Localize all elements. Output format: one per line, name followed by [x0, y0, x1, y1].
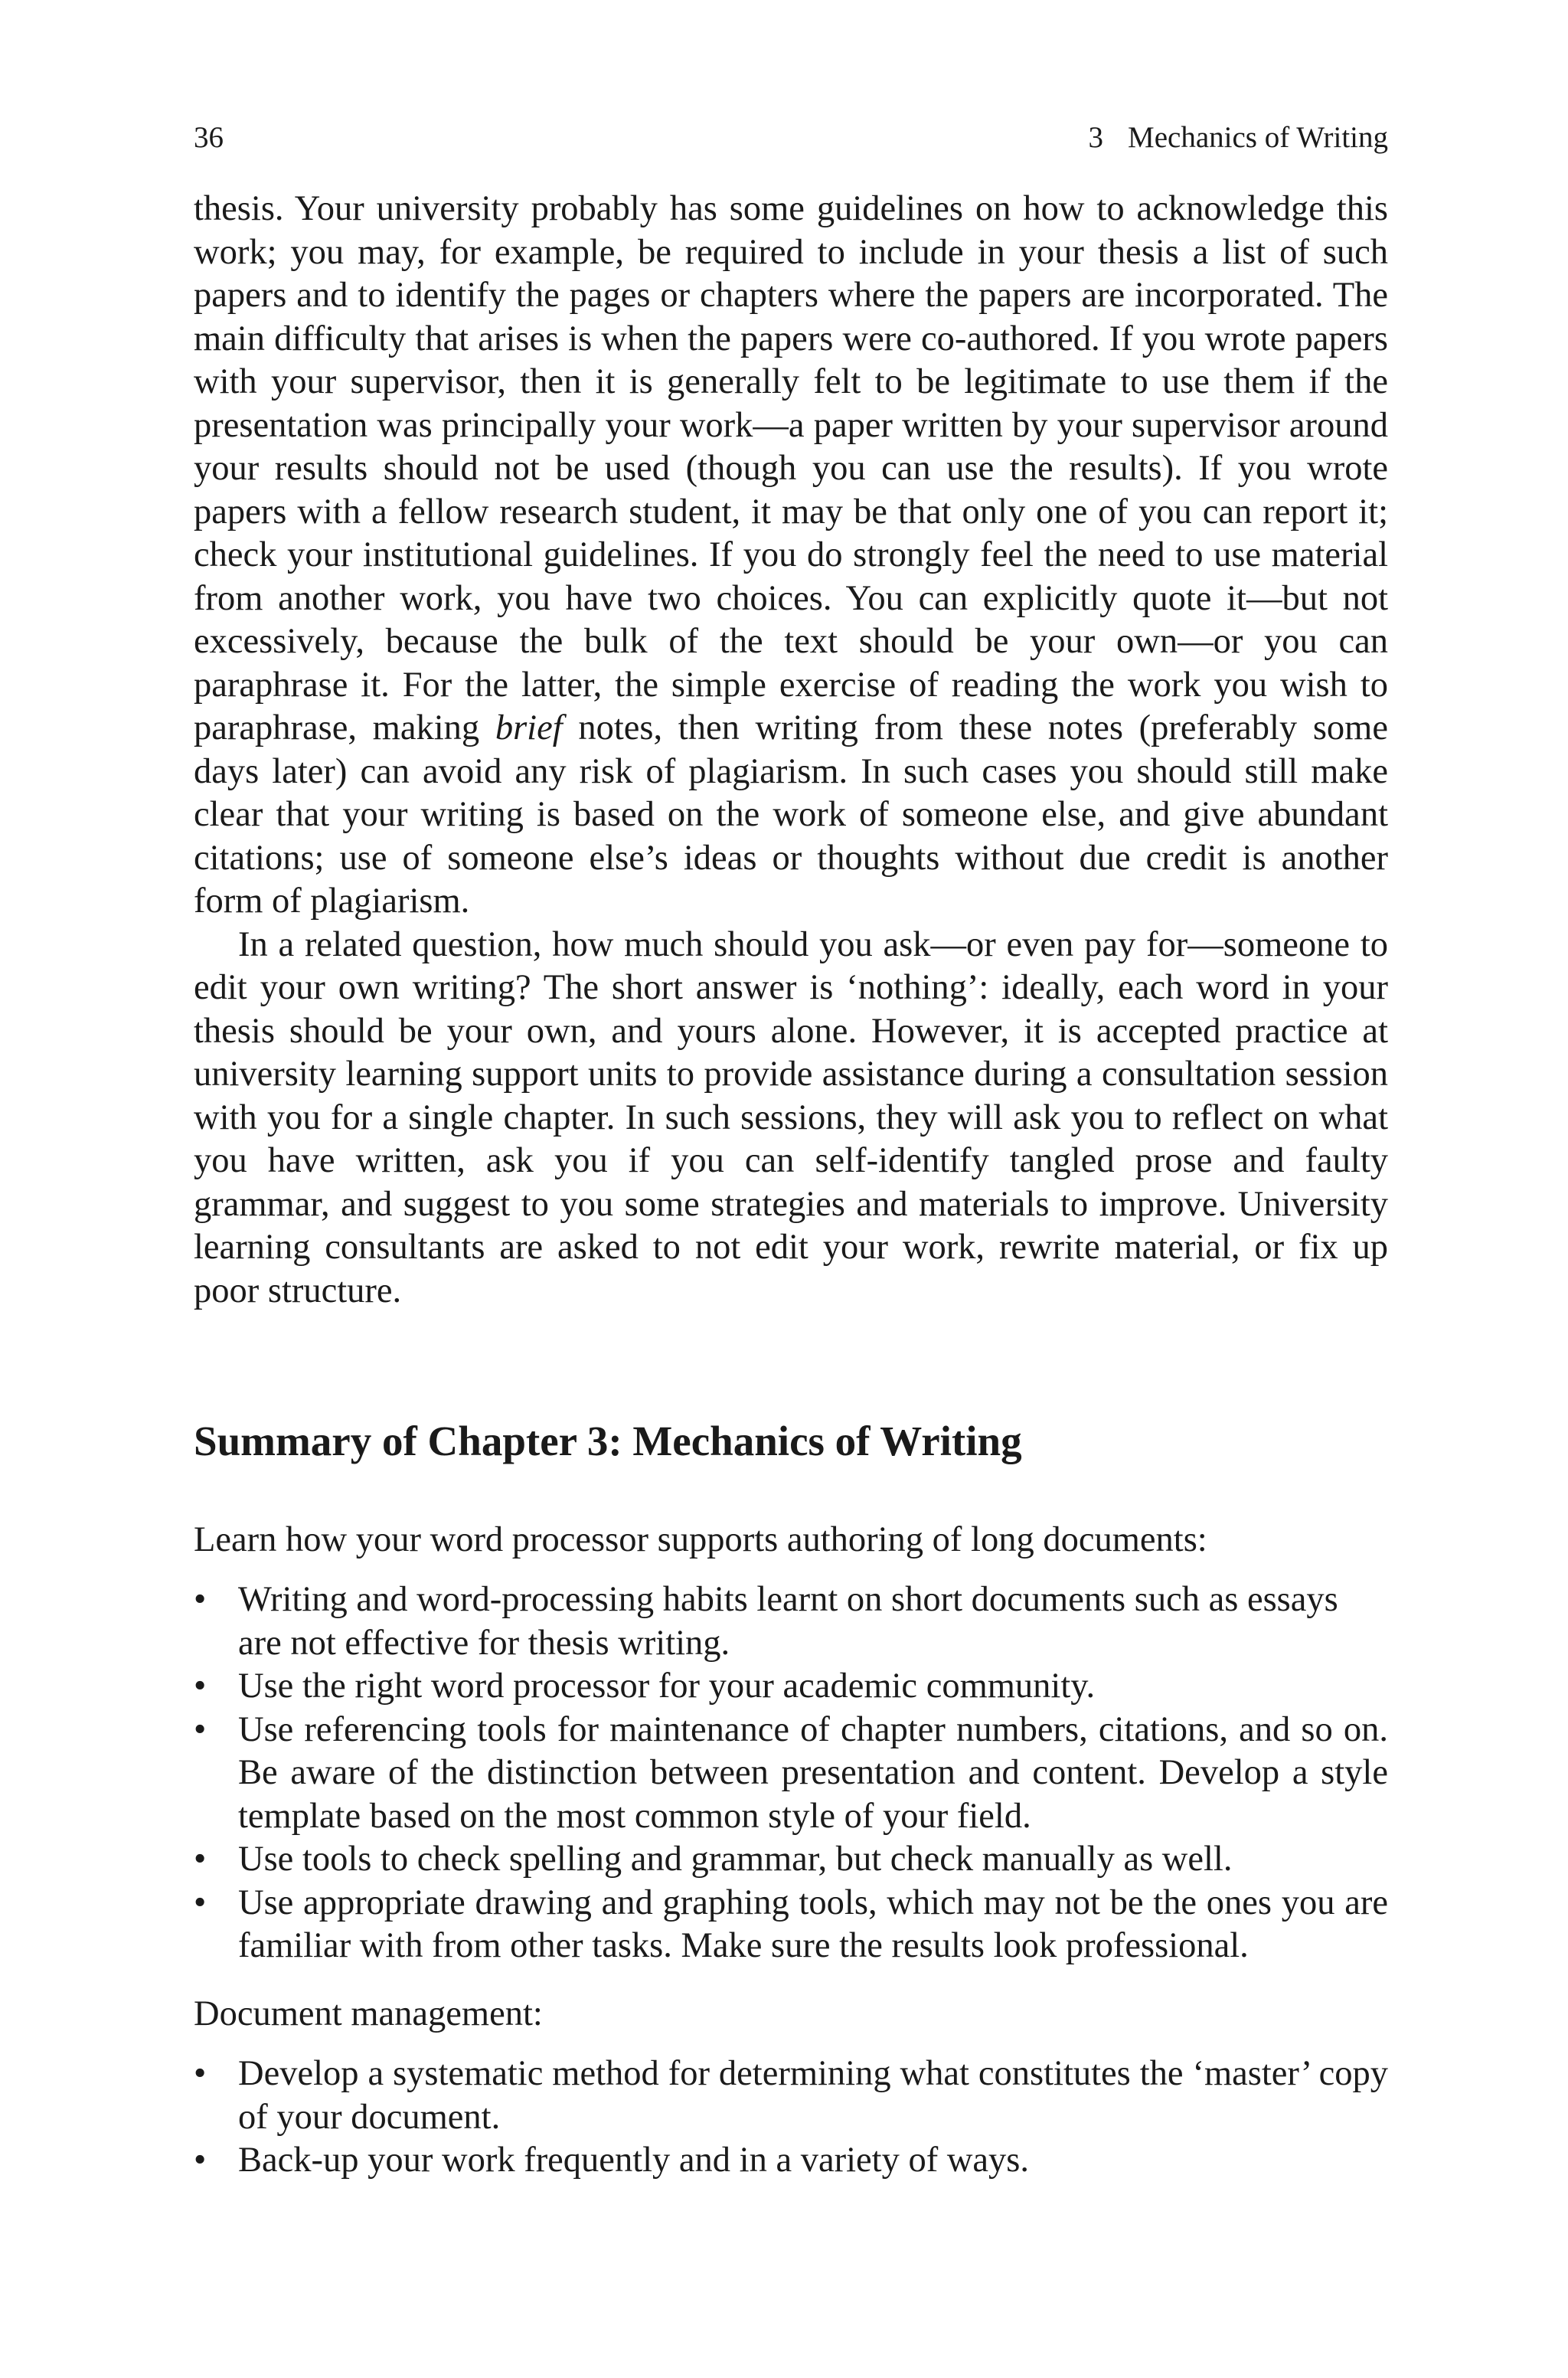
list-item-text: Back-up your work frequently and in a variety of ways.: [238, 2141, 1030, 2180]
paragraph-plagiarism-part-2: notes, then writing from these notes (preferably some days later) can avoid any risk of plagiarism. In such cases you should still make clear that your writing is based on the work of someone else, and give abundant citations; use of someone else’s ideas or thoughts without due credit is another form of plagiarism.: [194, 708, 1388, 921]
list-item: [194, 2139, 1388, 2183]
list-item-text: Writing and word-processing habits learnt on short documents such as essays are not effective for thesis writing.: [238, 1580, 1338, 1663]
list-item: [194, 1838, 1388, 1882]
list-item-text: Develop a systematic method for determining what constitutes the ‘master’ copy of your document.: [238, 2054, 1388, 2137]
paragraph-editing: In a related question, how much should you ask—or even pay for—someone to edit your own writing? The short answer is ‘nothing’: ideally, each word in your thesis should be your own, and yours alone. However, it is accepted practice at university learning support units to provide assistance during a consultation session with you for a single chapter. In such sessions, they will ask you to reflect on what you have written, ask you if you can self-identify tangled prose and faulty grammar, and suggest to you some strategies and materials to improve. University learning consultants are asked to not edit your work, rewrite material, or fix up poor structure.: [194, 924, 1388, 1310]
page-number: 36: [194, 121, 224, 154]
bullet-icon: •: [194, 1580, 207, 1619]
list-item: [194, 1578, 1388, 1665]
list-item: [194, 2053, 1388, 2139]
body-text: [194, 188, 1388, 1313]
authoring-bullet-list: [194, 1578, 1388, 1968]
list-item-text: Use appropriate drawing and graphing tools, which may not be the ones you are familiar with from other tasks. Make sure the results look professional.: [238, 1882, 1388, 1965]
list-item: [194, 1882, 1388, 1968]
paragraph-plagiarism: [194, 188, 1388, 924]
bullet-icon: •: [194, 1667, 207, 1706]
chapter-number: 3: [1088, 121, 1104, 154]
document-management-bullet-list: [194, 2053, 1388, 2183]
bullet-icon: •: [194, 1840, 207, 1879]
running-head: [194, 123, 1388, 152]
summary-intro-document-management: Document management:: [194, 1994, 543, 2033]
list-item: [194, 1665, 1388, 1709]
summary-heading: Summary of Chapter 3: Mechanics of Writing: [194, 1418, 1022, 1464]
summary-intro-authoring: Learn how your word processor supports authoring of long documents:: [194, 1519, 1207, 1559]
list-item-text: Use tools to check spelling and grammar, but check manually as well.: [238, 1840, 1233, 1879]
list-item: [194, 1709, 1388, 1839]
emphasis-brief: brief: [495, 708, 563, 747]
list-item-text: Use referencing tools for maintenance of chapter numbers, citations, and so on. Be aware of the distinction between presentation and content. Develop a style template based on the most common style of your field.: [238, 1709, 1388, 1836]
bullet-icon: •: [194, 2054, 207, 2093]
book-page: [194, 123, 1388, 2183]
bullet-icon: •: [194, 2141, 207, 2180]
chapter-running-title: [1089, 123, 1388, 152]
chapter-title: Mechanics of Writing: [1128, 121, 1388, 154]
list-item-text: Use the right word processor for your academic community.: [238, 1667, 1096, 1706]
bullet-icon: •: [194, 1882, 207, 1922]
bullet-icon: •: [194, 1709, 207, 1749]
paragraph-plagiarism-part-1: thesis. Your university probably has some guidelines on how to acknowledge this work; you may, for example, be required to include in your thesis a list of such papers and to identify the pages or chapters where the papers are incorporated. The main difficulty that arises is when the papers were co-authored. If you wrote papers with your supervisor, then it is generally felt to be legitimate to use them if the presentation was principally your work—a paper written by your supervisor around your results should not be used (though you can use the results). If you wrote papers with a fellow research student, it may be that only one of you can report it; check your institutional guidelines. If you do strongly feel the need to use material from another work, you have two choices. You can explicitly quote it—but not excessively, because the bulk of the text should be your own—or you can paraphrase it. For the latter, the simple exercise of reading the work you wish to paraphrase, making: [194, 189, 1388, 747]
